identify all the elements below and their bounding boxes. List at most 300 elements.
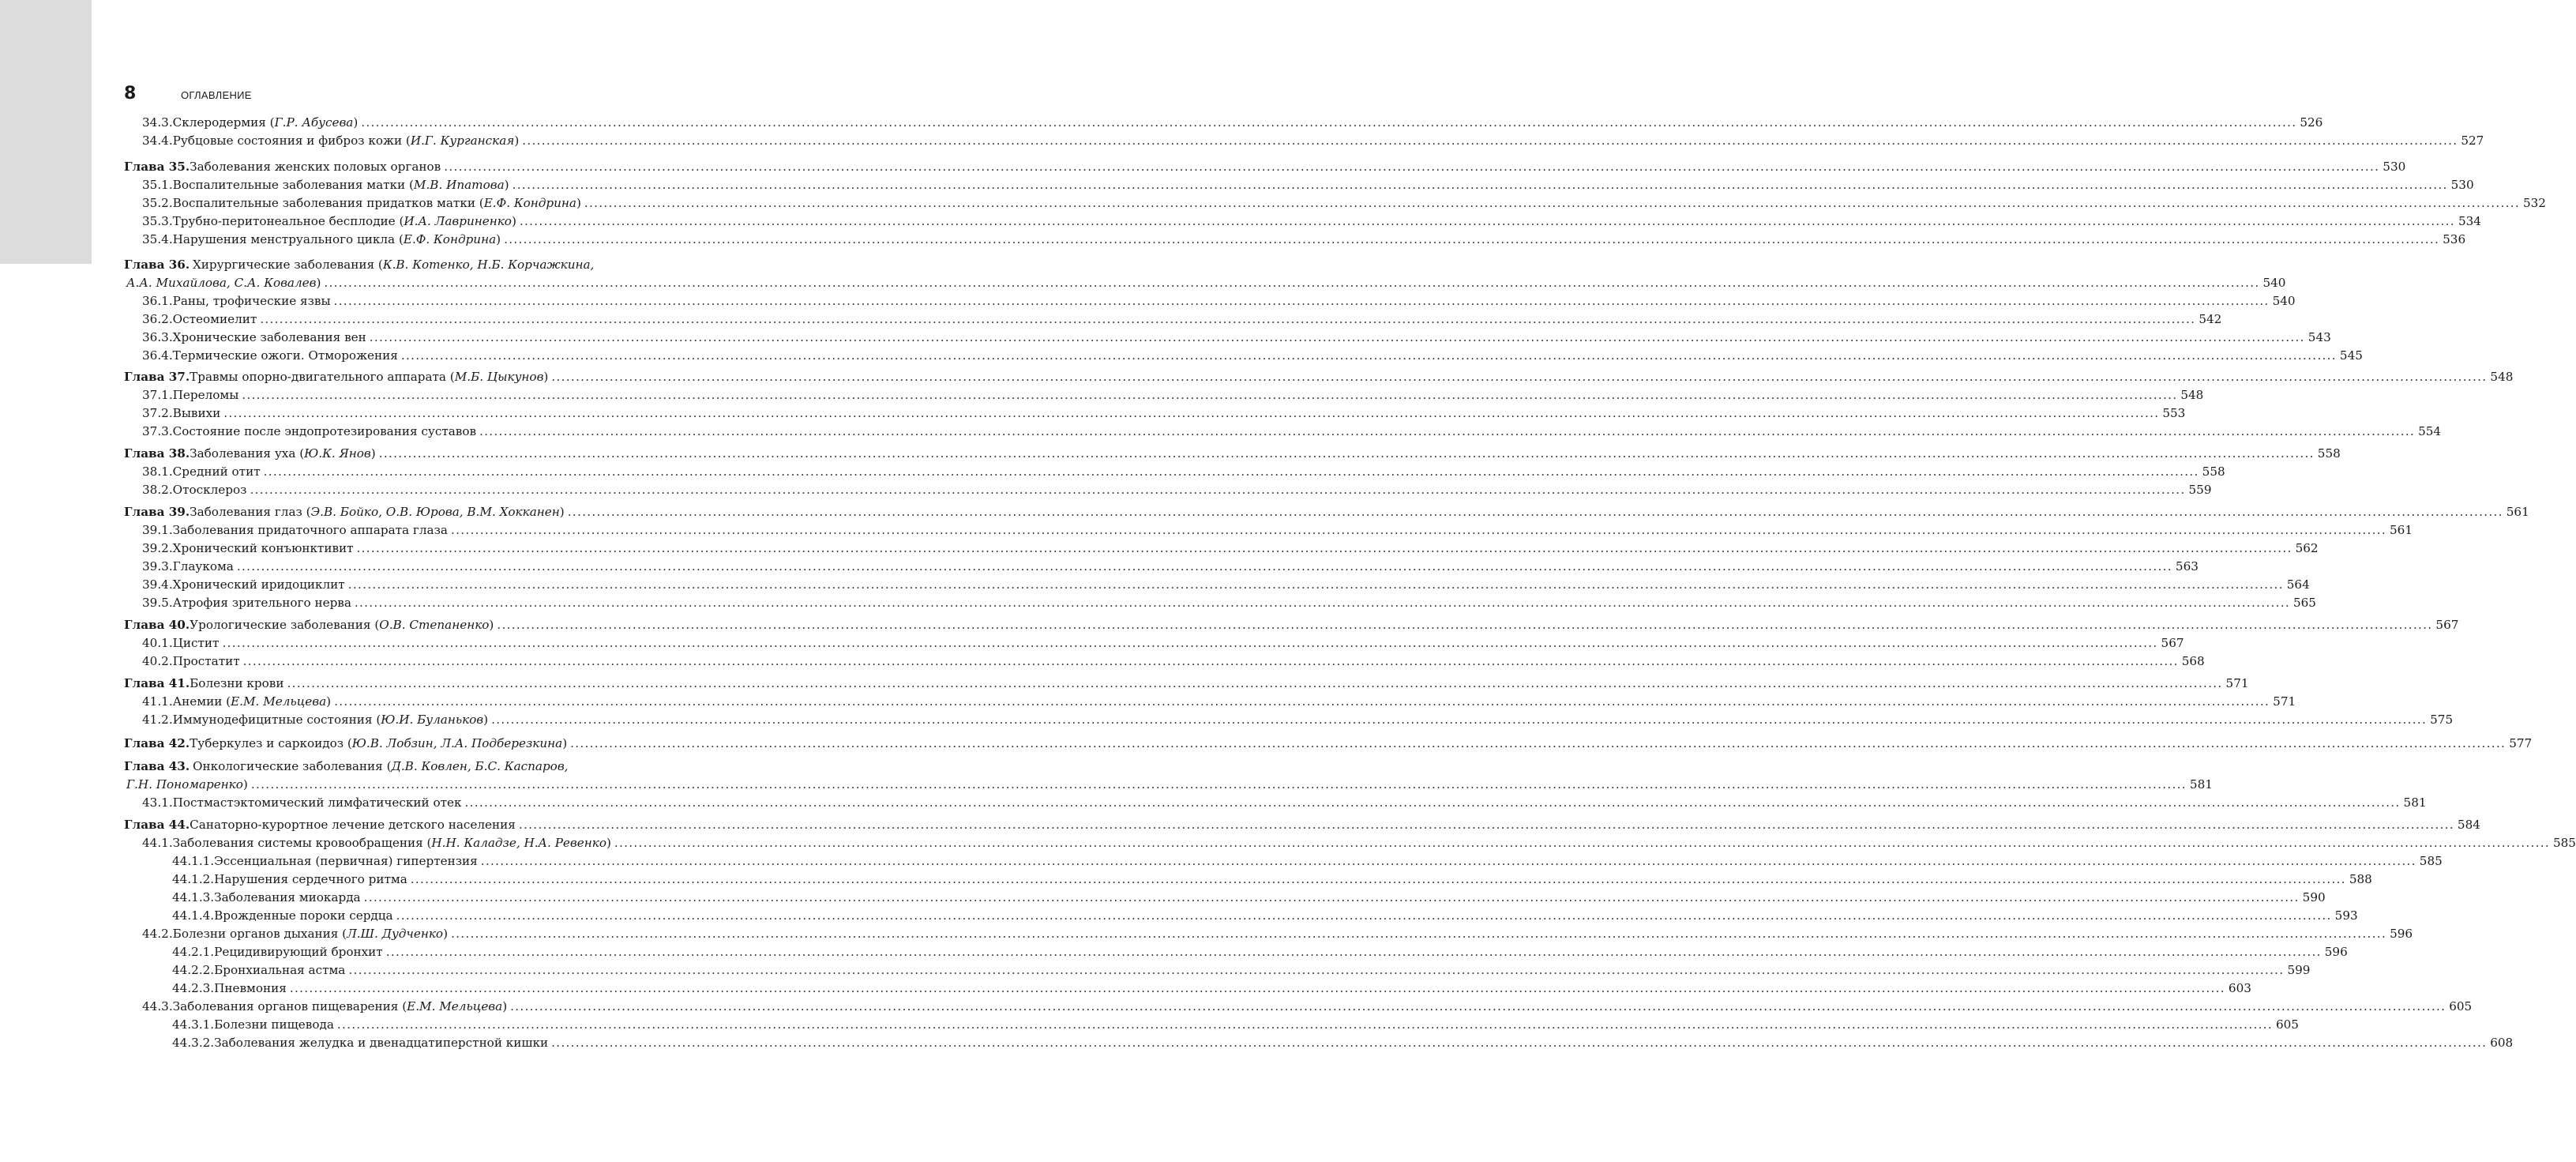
toc-page-number: 581 [2189, 777, 2213, 792]
toc-author: О.В. Степаненко [379, 618, 490, 632]
dot-leader: ................................................................................................................................................................................................................................................................................................................................................................................................................ [223, 406, 2160, 420]
toc-number: 34.3. [142, 115, 173, 130]
toc-page-number: 605 [2449, 999, 2473, 1013]
dot-leader: ................................................................................................................................................................................................................................................................................................................................................................................................................ [242, 388, 2178, 402]
toc-title-text: Урологические заболевания ( [190, 618, 380, 632]
toc-title [190, 675, 284, 693]
toc-page-number: 565 [2292, 596, 2316, 610]
toc-title [173, 386, 239, 404]
dot-leader: ................................................................................................................................................................................................................................................................................................................................................................................................................ [450, 523, 2386, 537]
toc-title [126, 776, 248, 794]
toc-number: 34.4. [142, 133, 173, 148]
toc-entry-row[interactable] [0, 114, 2323, 132]
toc-page-number: 581 [2403, 795, 2427, 810]
toc-entry-row[interactable] [0, 980, 2251, 998]
toc-chapter-row[interactable] [0, 503, 2529, 521]
toc-page-number: 575 [2430, 713, 2454, 727]
toc-page-number: 585 [2552, 836, 2576, 850]
toc-page-number: 548 [2490, 370, 2514, 384]
toc-author: Ю.К. Янов [304, 446, 371, 461]
dot-leader: ................................................................................................................................................................................................................................................................................................................................................................................................................ [396, 908, 2332, 923]
toc-number: 36.4. [142, 348, 173, 363]
toc-number: Глава 36. [124, 258, 190, 272]
toc-title [173, 711, 488, 729]
toc-title-text: Воспалительные заболевания придатков матки ( [172, 196, 484, 210]
toc-title-text: Заболевания системы кровообращения ( [172, 836, 432, 850]
toc-title [190, 735, 567, 753]
toc-page-number: 561 [2390, 523, 2413, 537]
toc-title [173, 310, 257, 329]
toc-entry-row[interactable] [0, 231, 2466, 249]
dot-leader: ................................................................................................................................................................................................................................................................................................................................................................................................................ [614, 836, 2550, 850]
toc-entry-row[interactable] [0, 907, 2358, 925]
toc-number: 35.3. [142, 214, 173, 228]
toc-page-number: 571 [2273, 694, 2296, 709]
toc-title-tail: ) [242, 777, 248, 792]
toc-title [173, 794, 462, 812]
toc-title [190, 158, 441, 176]
toc-entry-row[interactable] [0, 132, 2484, 150]
toc-entry-row[interactable] [0, 1016, 2299, 1034]
toc-title-text: Бронхиальная астма [214, 963, 346, 977]
toc-number: 44.2.1. [172, 945, 215, 959]
toc-page-number: 562 [2295, 541, 2319, 555]
toc-title [214, 852, 478, 871]
dot-leader: ................................................................................................................................................................................................................................................................................................................................................................................................................ [518, 818, 2454, 832]
toc-number: Глава 38. [124, 446, 190, 461]
toc-title-tail: ) [576, 196, 581, 210]
toc-author: А.А. Михайлова, С.А. Ковалев [126, 276, 317, 290]
dot-leader: ................................................................................................................................................................................................................................................................................................................................................................................................................ [444, 160, 2380, 174]
toc-title-text: Заболевания миокарда [214, 890, 361, 904]
toc-number: 37.2. [142, 406, 173, 420]
toc-title [193, 256, 594, 274]
toc-title [214, 1034, 548, 1052]
toc-title-tail: ) [370, 446, 376, 461]
toc-author: Г.Р. Абусева [274, 115, 354, 130]
toc-number: Глава 40. [124, 618, 190, 632]
toc-author: Ю.В. Лобзин, Л.А. Подберезкина [351, 736, 563, 750]
dot-leader: ................................................................................................................................................................................................................................................................................................................................................................................................................ [385, 945, 2322, 959]
toc-page-number: 530 [2450, 178, 2474, 192]
toc-title-tail: ) [514, 133, 520, 148]
toc-number: 35.1. [142, 178, 173, 192]
toc-number: 36.1. [142, 294, 173, 308]
toc-author: Е.Ф. Кондрина [483, 196, 576, 210]
toc-title [190, 368, 548, 386]
toc-entry-row[interactable] [0, 404, 2186, 423]
toc-entry-row[interactable] [0, 834, 2576, 852]
toc-page-number: 540 [2262, 276, 2286, 290]
toc-title [190, 816, 516, 834]
toc-title-text: Воспалительные заболевания матки ( [172, 178, 414, 192]
toc-title [193, 758, 569, 776]
toc-title-text: Заболевания глаз ( [190, 505, 311, 519]
toc-number: 40.2. [142, 654, 173, 668]
toc-page-number: 596 [2324, 945, 2348, 959]
dot-leader: ................................................................................................................................................................................................................................................................................................................................................................................................................ [361, 115, 2297, 130]
toc-title-text: Хронические заболевания вен [172, 330, 366, 344]
toc-title-text: Заболевания уха ( [190, 446, 305, 461]
toc-title [190, 503, 565, 521]
toc-number: 37.3. [142, 424, 173, 438]
toc-chapter-row[interactable] [0, 816, 2480, 834]
toc-page-number: 543 [2308, 330, 2331, 344]
toc-entry-row[interactable] [0, 292, 2296, 310]
toc-title [173, 404, 221, 423]
toc-number: 39.5. [142, 596, 173, 610]
dot-leader: ................................................................................................................................................................................................................................................................................................................................................................................................................ [236, 559, 2172, 573]
toc-title [214, 980, 287, 998]
toc-author: Л.Ш. Дудченко [347, 927, 444, 941]
toc-number: 38.1. [142, 464, 173, 479]
toc-title-tail: ) [502, 999, 508, 1013]
toc-entry-row[interactable] [0, 943, 2348, 961]
toc-title-text: Рецидивирующий бронхит [214, 945, 383, 959]
dot-leader: ................................................................................................................................................................................................................................................................................................................................................................................................................ [504, 232, 2440, 246]
toc-title-tail: ) [316, 276, 321, 290]
toc-title [190, 616, 494, 634]
toc-title-text: Санаторно-курортное лечение детского населения [190, 818, 516, 832]
toc-page-number: 567 [2435, 618, 2459, 632]
toc-page-number: 567 [2161, 636, 2184, 650]
toc-author: К.В. Котенко, Н.Б. Корчажкина, [382, 258, 595, 272]
toc-number: 39.3. [142, 559, 173, 573]
toc-number: 44.1. [142, 836, 173, 850]
toc-entry-row[interactable] [0, 463, 2225, 481]
toc-title [173, 594, 351, 612]
toc-chapter-row[interactable] [0, 776, 2213, 794]
toc-number: 44.1.2. [172, 872, 215, 886]
toc-title-text: Иммунодефицитные состояния ( [172, 713, 381, 727]
toc-page-number: 603 [2228, 981, 2251, 995]
dot-leader: ................................................................................................................................................................................................................................................................................................................................................................................................................ [289, 981, 2225, 995]
toc-number: Глава 43. [124, 759, 190, 773]
toc-title-text: Простатит [172, 654, 240, 668]
toc-page-number: 530 [2383, 160, 2406, 174]
dot-leader: ................................................................................................................................................................................................................................................................................................................................................................................................................ [260, 312, 2196, 326]
toc-chapter-row[interactable] [0, 256, 790, 274]
toc-page-number: 558 [2202, 464, 2225, 479]
toc-title-text: Хронический иридоциклит [172, 577, 345, 592]
toc-title-tail: ) [353, 115, 359, 130]
toc-entry-row[interactable] [0, 423, 2442, 441]
toc-number: 40.1. [142, 636, 173, 650]
toc-entry-row[interactable] [0, 925, 2413, 943]
toc-entry-row[interactable] [0, 521, 2413, 540]
toc-chapter-row[interactable] [0, 368, 2514, 386]
toc-entry-row[interactable] [0, 634, 2184, 652]
toc-title-tail: ) [489, 618, 494, 632]
toc-entry-row[interactable] [0, 711, 2454, 729]
toc-title-text: Рубцовые состояния и фиброз кожи ( [172, 133, 411, 148]
toc-page-number: 559 [2188, 483, 2212, 497]
dot-leader: ................................................................................................................................................................................................................................................................................................................................................................................................................ [480, 854, 2416, 868]
dot-leader: ................................................................................................................................................................................................................................................................................................................................................................................................................ [551, 370, 2488, 384]
toc-number: 36.2. [142, 312, 173, 326]
dot-leader: ................................................................................................................................................................................................................................................................................................................................................................................................................ [400, 348, 2337, 363]
dot-leader: ................................................................................................................................................................................................................................................................................................................................................................................................................ [491, 713, 2428, 727]
dot-leader: ................................................................................................................................................................................................................................................................................................................................................................................................................ [570, 736, 2507, 750]
toc-title-text: Туберкулез и саркоидоз ( [190, 736, 352, 750]
toc-title [173, 329, 366, 347]
toc-title-text: Заболевания придаточного аппарата глаза [172, 523, 448, 537]
toc-author: Д.В. Ковлен, Б.С. Каспаров, [391, 759, 569, 773]
toc-page-number: 596 [2390, 927, 2413, 941]
toc-chapter-row[interactable] [0, 158, 2406, 176]
toc-title [173, 114, 359, 132]
dot-leader: ................................................................................................................................................................................................................................................................................................................................................................................................................ [336, 1017, 2273, 1032]
dot-leader: ................................................................................................................................................................................................................................................................................................................................................................................................................ [250, 483, 2186, 497]
dot-leader: ................................................................................................................................................................................................................................................................................................................................................................................................................ [363, 890, 2300, 904]
toc-title-text: Трубно-перитонеальное бесплодие ( [172, 214, 404, 228]
toc-chapter-row[interactable] [0, 274, 2286, 292]
toc-page-number: 588 [2349, 872, 2372, 886]
toc-entry-row[interactable] [0, 310, 2222, 329]
toc-chapter-row[interactable] [0, 675, 2249, 693]
toc-entry-row[interactable] [0, 347, 2363, 365]
toc-title [173, 132, 520, 150]
toc-title-text: Раны, трофические язвы [172, 294, 331, 308]
toc-number: 44.3. [142, 999, 173, 1013]
toc-number: 39.4. [142, 577, 173, 592]
toc-chapter-row[interactable] [0, 616, 2459, 634]
toc-entry-row[interactable] [0, 558, 2199, 576]
toc-page-number: 532 [2522, 196, 2546, 210]
dot-leader: ................................................................................................................................................................................................................................................................................................................................................................................................................ [512, 178, 2448, 192]
toc-number: Глава 42. [124, 736, 190, 750]
toc-author: И.А. Лавриненко [404, 214, 512, 228]
toc-title [214, 943, 383, 961]
toc-number: 44.2.3. [172, 981, 215, 995]
toc-title [173, 540, 354, 558]
toc-number: 38.2. [142, 483, 173, 497]
toc-title-text: Отосклероз [172, 483, 247, 497]
toc-author: И.Г. Курганская [410, 133, 515, 148]
toc-title [214, 907, 392, 925]
toc-title-text: Глаукома [172, 559, 234, 573]
toc-title [173, 998, 507, 1016]
toc-number: 41.1. [142, 694, 173, 709]
toc-entry-row[interactable] [0, 212, 2481, 231]
toc-number: 36.3. [142, 330, 173, 344]
toc-title-tail: ) [496, 232, 501, 246]
toc-title-text: Нарушения менструального цикла ( [172, 232, 404, 246]
toc-author: Е.М. Мельцева [407, 999, 503, 1013]
toc-author: Ю.И. Буланьков [381, 713, 484, 727]
dot-leader: ................................................................................................................................................................................................................................................................................................................................................................................................................ [567, 505, 2503, 519]
toc-title [214, 961, 345, 980]
toc-title-text: Заболевания желудка и двенадцатиперстной кишки [214, 1036, 549, 1050]
dot-leader: ................................................................................................................................................................................................................................................................................................................................................................................................................ [348, 963, 2285, 977]
toc-page-number: 554 [2418, 424, 2442, 438]
toc-title-tail: ) [504, 178, 509, 192]
toc-page-number: 553 [2162, 406, 2186, 420]
dot-leader: ................................................................................................................................................................................................................................................................................................................................................................................................................ [479, 424, 2416, 438]
toc-entry-row[interactable] [0, 652, 2205, 671]
toc-number: Глава 39. [124, 505, 190, 519]
toc-chapter-row[interactable] [0, 735, 2533, 753]
toc-page-number: 568 [2181, 654, 2205, 668]
toc-title [173, 925, 448, 943]
toc-page-number: 526 [2300, 115, 2323, 130]
dot-leader: ................................................................................................................................................................................................................................................................................................................................................................................................................ [497, 618, 2433, 632]
toc-title-text: Состояние после эндопротезирования суставов [172, 424, 477, 438]
toc-title-tail: ) [606, 836, 611, 850]
dot-leader: ................................................................................................................................................................................................................................................................................................................................................................................................................ [551, 1036, 2488, 1050]
toc-page-number: 599 [2287, 963, 2311, 977]
toc-entry-row[interactable] [0, 386, 2204, 404]
toc-author: М.Б. Цыкунов [454, 370, 544, 384]
toc-entry-row[interactable] [0, 871, 2372, 889]
toc-number: 41.2. [142, 713, 173, 727]
toc-number: Глава 41. [124, 676, 190, 690]
toc-title [173, 558, 234, 576]
toc-author: Е.Ф. Кондрина [403, 232, 497, 246]
toc-entry-row[interactable] [0, 594, 2316, 612]
toc-page-number: 542 [2199, 312, 2222, 326]
dot-leader: ................................................................................................................................................................................................................................................................................................................................................................................................................ [510, 999, 2446, 1013]
toc-title [173, 481, 247, 499]
toc-title-text: Болезни крови [190, 676, 284, 690]
toc-title [173, 693, 331, 711]
dot-leader: ................................................................................................................................................................................................................................................................................................................................................................................................................ [334, 694, 2270, 709]
dot-leader: ................................................................................................................................................................................................................................................................................................................................................................................................................ [356, 541, 2292, 555]
toc-entry-row[interactable] [0, 576, 2310, 594]
toc-title-text: Нарушения сердечного ритма [214, 872, 407, 886]
toc-entry-row[interactable] [0, 1034, 2514, 1052]
toc-number: 39.1. [142, 523, 173, 537]
toc-entry-row[interactable] [0, 889, 2326, 907]
toc-title-text: Эссенциальная (первичная) гипертензия [214, 854, 478, 868]
toc-title-text: Хронический конъюнктивит [172, 541, 354, 555]
toc-title-text: Вывихи [172, 406, 221, 420]
toc-author: Н.Н. Каладзе, Н.А. Ревенко [431, 836, 606, 850]
toc-number: Глава 37. [124, 370, 190, 384]
toc-title-text: Заболевания органов пищеварения ( [172, 999, 407, 1013]
toc-page-number: 585 [2419, 854, 2443, 868]
toc-number: Глава 44. [124, 818, 190, 832]
toc-entry-row[interactable] [0, 998, 2473, 1016]
toc-title-text: Онкологические заболевания ( [193, 759, 392, 773]
toc-entry-row[interactable] [0, 540, 2319, 558]
toc-number: 44.1.4. [172, 908, 215, 923]
toc-number: 35.4. [142, 232, 173, 246]
toc-title [173, 347, 398, 365]
dot-leader: ................................................................................................................................................................................................................................................................................................................................................................................................................ [250, 777, 2187, 792]
toc-title-text: Пневмония [214, 981, 287, 995]
toc-entry-row[interactable] [0, 194, 2546, 212]
dot-leader: ................................................................................................................................................................................................................................................................................................................................................................................................................ [333, 294, 2270, 308]
dot-leader: ................................................................................................................................................................................................................................................................................................................................................................................................................ [464, 795, 2401, 810]
toc-title-tail: ) [559, 505, 565, 519]
toc-title [173, 634, 220, 652]
toc-author: Г.Н. Пономаренко [126, 777, 243, 792]
toc-page-number: 563 [2175, 559, 2199, 573]
toc-title-text: Термические ожоги. Отморожения [172, 348, 398, 363]
toc-title-tail: ) [511, 214, 516, 228]
toc-page-number: 590 [2302, 890, 2326, 904]
page-header [124, 84, 252, 103]
dot-leader: ................................................................................................................................................................................................................................................................................................................................................................................................................ [324, 276, 2260, 290]
toc-title-text: Травмы опорно-двигательного аппарата ( [190, 370, 455, 384]
dot-leader: ................................................................................................................................................................................................................................................................................................................................................................................................................ [242, 654, 2179, 668]
toc-title [173, 212, 516, 231]
toc-entry-row[interactable] [0, 693, 2296, 711]
dot-leader: ................................................................................................................................................................................................................................................................................................................................................................................................................ [451, 927, 2387, 941]
toc-title [173, 576, 345, 594]
toc-number: 37.1. [142, 388, 173, 402]
toc-title-text: Болезни пищевода [214, 1017, 334, 1032]
toc-title [214, 871, 407, 889]
toc-page-number: 548 [2180, 388, 2204, 402]
toc-chapter-row[interactable] [0, 758, 790, 776]
toc-title-text: Остеомиелит [172, 312, 257, 326]
toc-entry-row[interactable] [0, 329, 2331, 347]
toc-title-tail: ) [562, 736, 568, 750]
dot-leader: ................................................................................................................................................................................................................................................................................................................................................................................................................ [378, 446, 2315, 461]
toc-page-number: 584 [2457, 818, 2480, 832]
toc-number: Глава 35. [124, 160, 190, 174]
dot-leader: ................................................................................................................................................................................................................................................................................................................................................................................................................ [410, 872, 2346, 886]
toc-entry-row[interactable] [0, 481, 2212, 499]
toc-number: 44.2. [142, 927, 173, 941]
toc-title [126, 274, 321, 292]
toc-number: 44.3.1. [172, 1017, 215, 1032]
toc-page-number: 571 [2225, 676, 2249, 690]
toc-title [173, 834, 611, 852]
toc-title-tail: ) [543, 370, 549, 384]
toc-title-tail: ) [326, 694, 332, 709]
toc-title-text: Склеродермия ( [172, 115, 275, 130]
toc-entry-row[interactable] [0, 852, 2443, 871]
dot-leader: ................................................................................................................................................................................................................................................................................................................................................................................................................ [287, 676, 2223, 690]
toc-title-text: Средний отит [172, 464, 261, 479]
toc-number: 44.2.2. [172, 963, 215, 977]
toc-entry-row[interactable] [0, 176, 2474, 194]
toc-entry-row[interactable] [0, 794, 2427, 812]
toc-title [173, 521, 448, 540]
toc-number: 39.2. [142, 541, 173, 555]
dot-leader: ................................................................................................................................................................................................................................................................................................................................................................................................................ [263, 464, 2199, 479]
toc-title [173, 423, 476, 441]
toc-title-text: Атрофия зрительного нерва [172, 596, 351, 610]
toc-number: 44.1.3. [172, 890, 215, 904]
toc-title [173, 652, 240, 671]
dot-leader: ................................................................................................................................................................................................................................................................................................................................................................................................................ [222, 636, 2158, 650]
toc-page-number: 536 [2443, 232, 2466, 246]
dot-leader: ................................................................................................................................................................................................................................................................................................................................................................................................................ [519, 214, 2455, 228]
toc-title-text: Постмастэктомический лимфатический отек [172, 795, 462, 810]
toc-title [214, 1016, 334, 1034]
toc-page-number: 605 [2275, 1017, 2299, 1032]
toc-title-text: Цистит [172, 636, 220, 650]
toc-page-number: 577 [2509, 736, 2533, 750]
dot-leader: ................................................................................................................................................................................................................................................................................................................................................................................................................ [354, 596, 2290, 610]
dot-leader: ................................................................................................................................................................................................................................................................................................................................................................................................................ [347, 577, 2284, 592]
toc-title [173, 176, 509, 194]
toc-page-number: 527 [2461, 133, 2484, 148]
toc-title-text: Анемии ( [172, 694, 231, 709]
toc-title [190, 445, 376, 463]
toc-page-number: 593 [2334, 908, 2358, 923]
toc-title-text: Хирургические заболевания ( [193, 258, 383, 272]
toc-page-number: 540 [2272, 294, 2296, 308]
toc-chapter-row[interactable] [0, 445, 2341, 463]
toc-number: 44.1.1. [172, 854, 215, 868]
toc-title-tail: ) [483, 713, 489, 727]
toc-entry-row[interactable] [0, 961, 2311, 980]
